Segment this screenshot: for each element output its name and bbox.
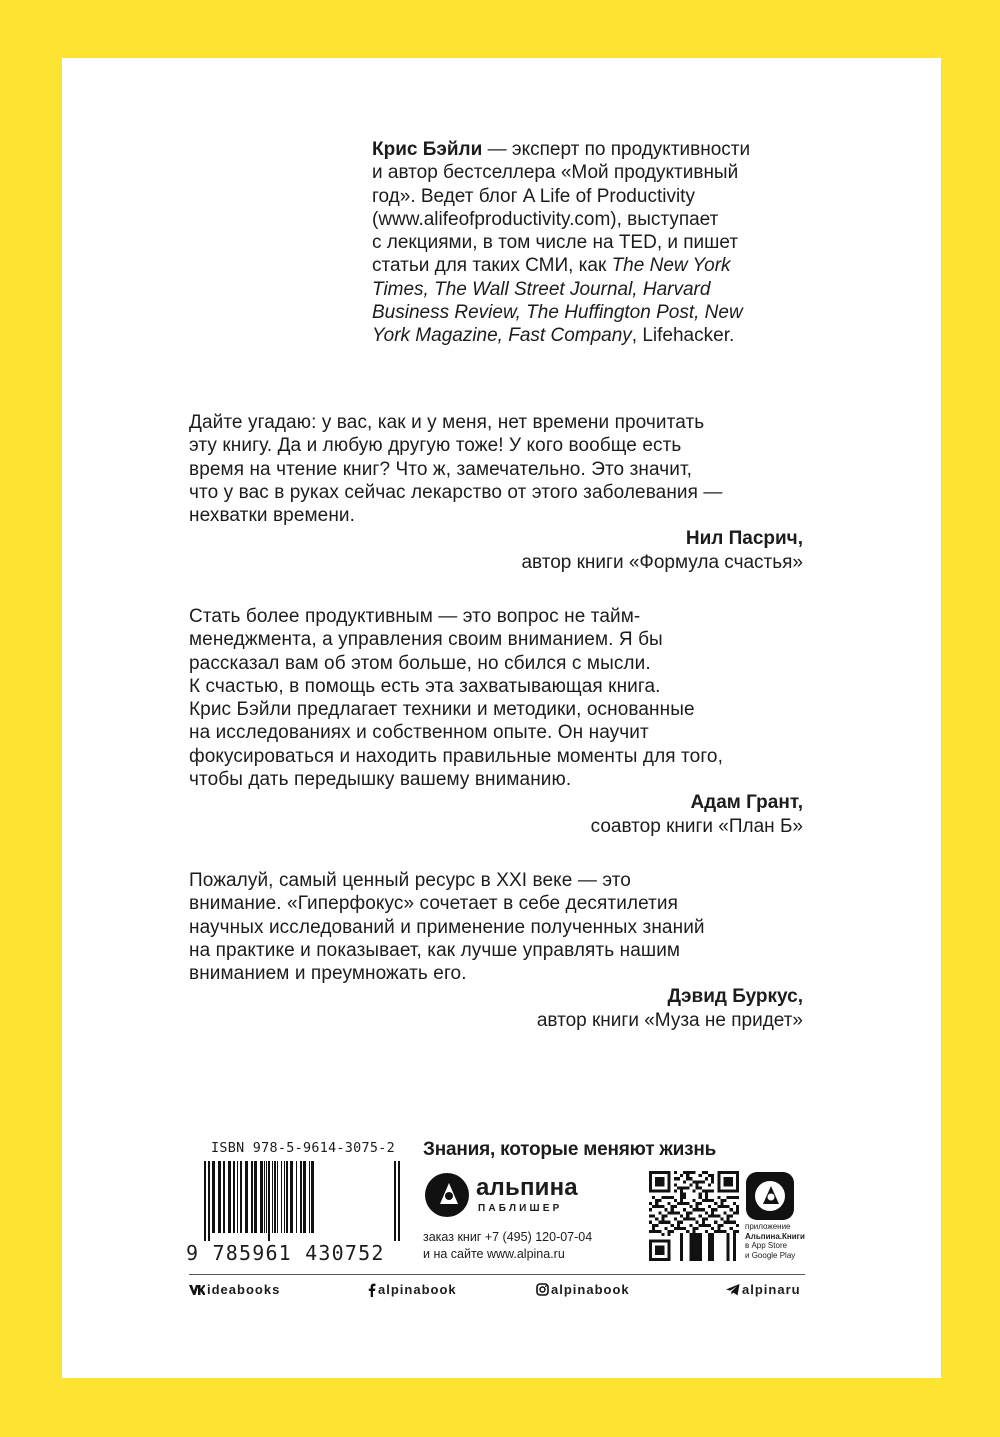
order-info bbox=[423, 1229, 592, 1263]
quote-line: вниманием и преумножать его. bbox=[189, 963, 467, 985]
order-site: и на сайте www.alpina.ru bbox=[423, 1247, 565, 1261]
social-facebook[interactable] bbox=[368, 1282, 457, 1297]
social-telegram[interactable] bbox=[726, 1282, 801, 1297]
quote-text bbox=[189, 869, 803, 985]
facebook-icon bbox=[368, 1283, 376, 1297]
quote-author: Нил Пасрич, bbox=[685, 528, 803, 550]
alpina-logo-icon bbox=[423, 1171, 471, 1219]
quote-line: фокусироваться и находить правильные моменты для того, bbox=[189, 745, 723, 767]
quote-text bbox=[189, 605, 803, 791]
quote-line: что у вас в руках сейчас лекарство от этого заболевания — bbox=[189, 481, 723, 503]
bio-line: Times, The Wall Street Journal, Harvard bbox=[372, 278, 711, 300]
qr-code-icon bbox=[649, 1171, 739, 1261]
bio-line: Business Review, The Huffington Post, New bbox=[372, 302, 743, 324]
quote-attribution bbox=[189, 791, 803, 838]
quote-credit: соавтор книги «План Б» bbox=[590, 815, 803, 837]
social-vk[interactable] bbox=[189, 1282, 280, 1297]
quote-line: Пожалуй, самый ценный ресурс в XXI веке — это bbox=[189, 870, 631, 891]
quote-author: Адам Грант, bbox=[690, 792, 803, 814]
social-handle: alpinaru bbox=[742, 1282, 801, 1297]
quote-line: эту книгу. Да и любую другую тоже! У кого вообще есть bbox=[189, 435, 682, 457]
quote-line: на практике и показывает, как лучше управлять нашим bbox=[189, 939, 681, 961]
bio-line: год». Ведет блог A Life of Productivity bbox=[372, 185, 695, 207]
quote-line: рассказал вам об этом больше, но сбился с мысли. bbox=[189, 652, 651, 674]
bio-author-name: Крис Бэйли bbox=[372, 139, 483, 160]
instagram-icon bbox=[536, 1283, 549, 1296]
bio-line: (www.alifeofproductivity.com), выступает bbox=[372, 208, 719, 230]
barcode bbox=[196, 1161, 406, 1241]
social-handle: ideabooks bbox=[207, 1282, 281, 1297]
quote-attribution bbox=[189, 527, 803, 574]
social-handle: alpinabook bbox=[551, 1282, 630, 1297]
bio-line: статьи для таких СМИ, как The New York bbox=[372, 255, 731, 277]
order-phone: заказ книг +7 (495) 120-07-04 bbox=[423, 1230, 593, 1244]
bio-line: York Magazine, Fast Company, Lifehacker. bbox=[372, 325, 735, 347]
bio-line: и автор бестселлера «Мой продуктивный bbox=[372, 162, 739, 184]
app-store-info: приложение Альпина.Книги в App Store и Google Play bbox=[745, 1222, 805, 1260]
quote-block bbox=[189, 869, 803, 1032]
quote-author: Дэвид Буркус, bbox=[667, 986, 803, 1008]
publisher-sub: ПАБЛИШЕР bbox=[478, 1203, 563, 1214]
quote-line: К счастью, в помощь есть эта захватывающая книга. bbox=[189, 675, 661, 697]
vk-icon bbox=[189, 1284, 205, 1296]
publisher-slogan: Знания, которые меняют жизнь bbox=[423, 1139, 717, 1160]
bio-line: Крис Бэйли — эксперт по продуктивности bbox=[372, 139, 751, 160]
publisher-name: альпина bbox=[476, 1174, 578, 1201]
quote-line: время на чтение книг? Что ж, замечательно. Это значит, bbox=[189, 458, 693, 480]
quote-line: нехватки времени. bbox=[189, 505, 356, 527]
author-bio bbox=[372, 138, 750, 348]
quote-attribution bbox=[189, 985, 803, 1032]
quote-block bbox=[189, 605, 803, 838]
quote-line: научных исследований и применение полученных знаний bbox=[189, 916, 705, 938]
alpina-app-icon bbox=[746, 1172, 794, 1220]
telegram-icon bbox=[726, 1284, 740, 1296]
quote-block bbox=[189, 411, 803, 574]
footer-divider bbox=[189, 1274, 805, 1275]
quote-line: Стать более продуктивным — это вопрос не тайм- bbox=[189, 606, 641, 627]
barcode-digits: 9 785961 430752 bbox=[186, 1241, 385, 1265]
quote-line: Дайте угадаю: у вас, как и у меня, нет времени прочитать bbox=[189, 412, 705, 433]
social-handle: alpinabook bbox=[378, 1282, 457, 1297]
isbn-label: ISBN 978-5-9614-3075-2 bbox=[211, 1141, 395, 1156]
quote-line: на исследованиях и собственном опыте. Он научит bbox=[189, 722, 649, 744]
quote-text bbox=[189, 411, 803, 527]
quote-line: чтобы дать передышку вашему вниманию. bbox=[189, 769, 572, 791]
quote-line: Крис Бэйли предлагает техники и методики, основанные bbox=[189, 699, 695, 721]
quote-line: внимание. «Гиперфокус» сочетает в себе десятилетия bbox=[189, 893, 679, 915]
quote-line: менеджмента, а управления своим вниманием. Я бы bbox=[189, 629, 663, 651]
social-instagram[interactable] bbox=[536, 1282, 630, 1297]
app-icon bbox=[746, 1172, 794, 1220]
cover-panel bbox=[62, 58, 941, 1378]
bio-line: с лекциями, в том числе на TED, и пишет bbox=[372, 232, 739, 254]
quote-credit: автор книги «Формула счастья» bbox=[521, 551, 803, 573]
quote-credit: автор книги «Муза не придет» bbox=[536, 1009, 803, 1031]
